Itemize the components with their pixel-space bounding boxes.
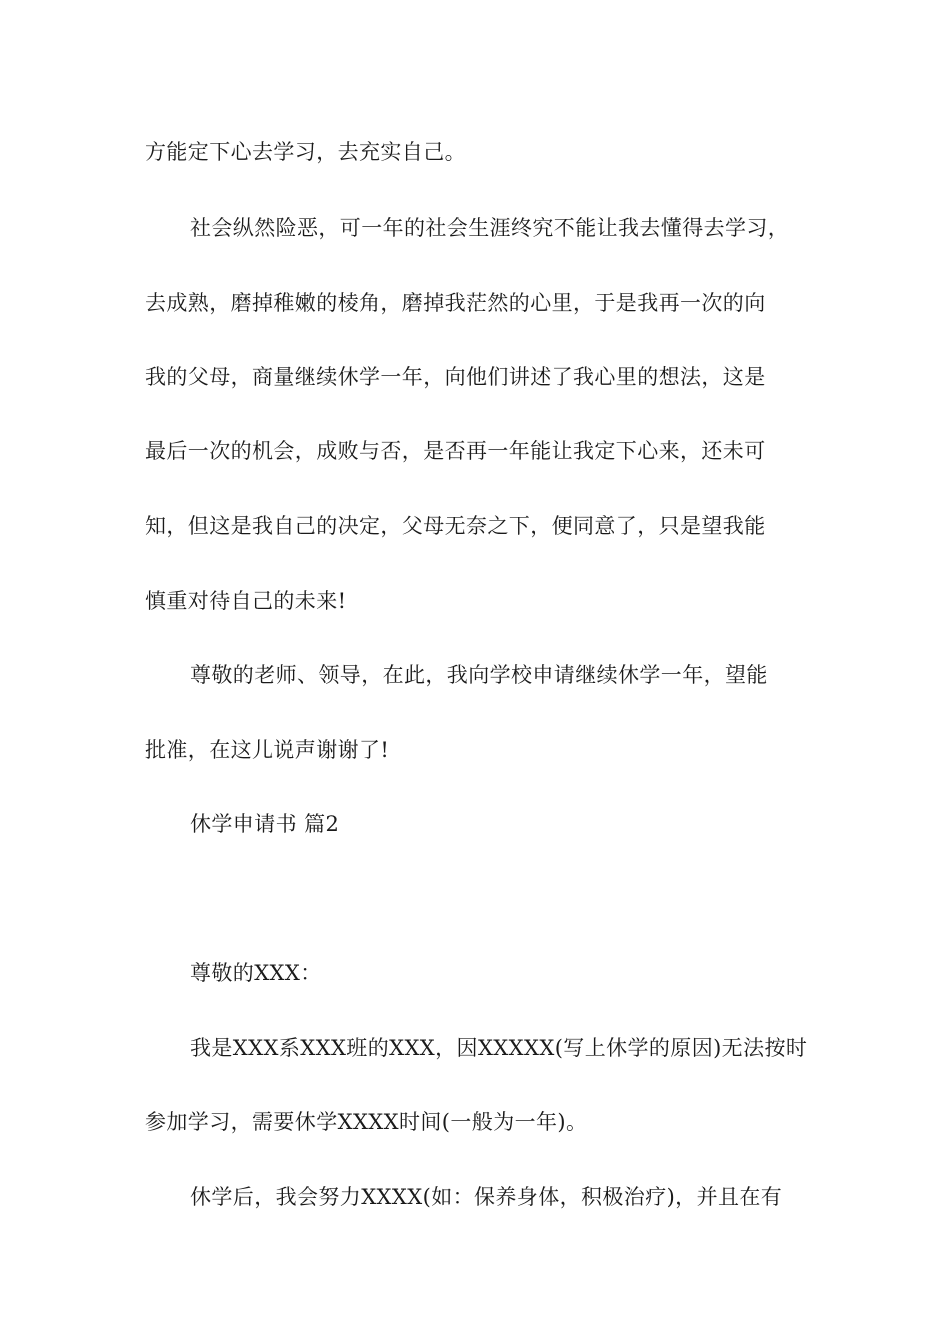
- text-line: 方能定下心去学习，去充实自己。: [145, 140, 466, 164]
- section-heading: 休学申请书 篇2: [190, 812, 340, 836]
- text-line: 批准，在这儿说声谢谢了!: [145, 738, 390, 762]
- text-line: 我是XXX系XXX班的XXX，因XXXXX(写上休学的原因)无法按时: [190, 1036, 808, 1060]
- text-line: 我的父母，商量继续休学一年，向他们讲述了我心里的想法，这是: [145, 365, 766, 389]
- text-line: 社会纵然险恶，可一年的社会生涯终究不能让我去懂得去学习，: [190, 216, 790, 240]
- text-line: 慎重对待自己的未来!: [145, 589, 347, 613]
- text-line: 去成熟，磨掉稚嫩的棱角，磨掉我茫然的心里，于是我再一次的向: [145, 291, 766, 315]
- text-line: 尊敬的老师、领导，在此，我向学校申请继续休学一年，望能: [190, 663, 768, 687]
- salutation: 尊敬的XXX：: [190, 961, 322, 985]
- text-line: 休学后，我会努力XXXX(如：保养身体，积极治疗)，并且在有: [190, 1185, 783, 1209]
- text-line: 知，但这是我自己的决定，父母无奈之下，便同意了，只是望我能: [145, 514, 766, 538]
- text-line: 最后一次的机会，成败与否，是否再一年能让我定下心来，还未可: [145, 439, 766, 463]
- text-line: 参加学习，需要休学XXXX时间(一般为一年)。: [145, 1110, 588, 1134]
